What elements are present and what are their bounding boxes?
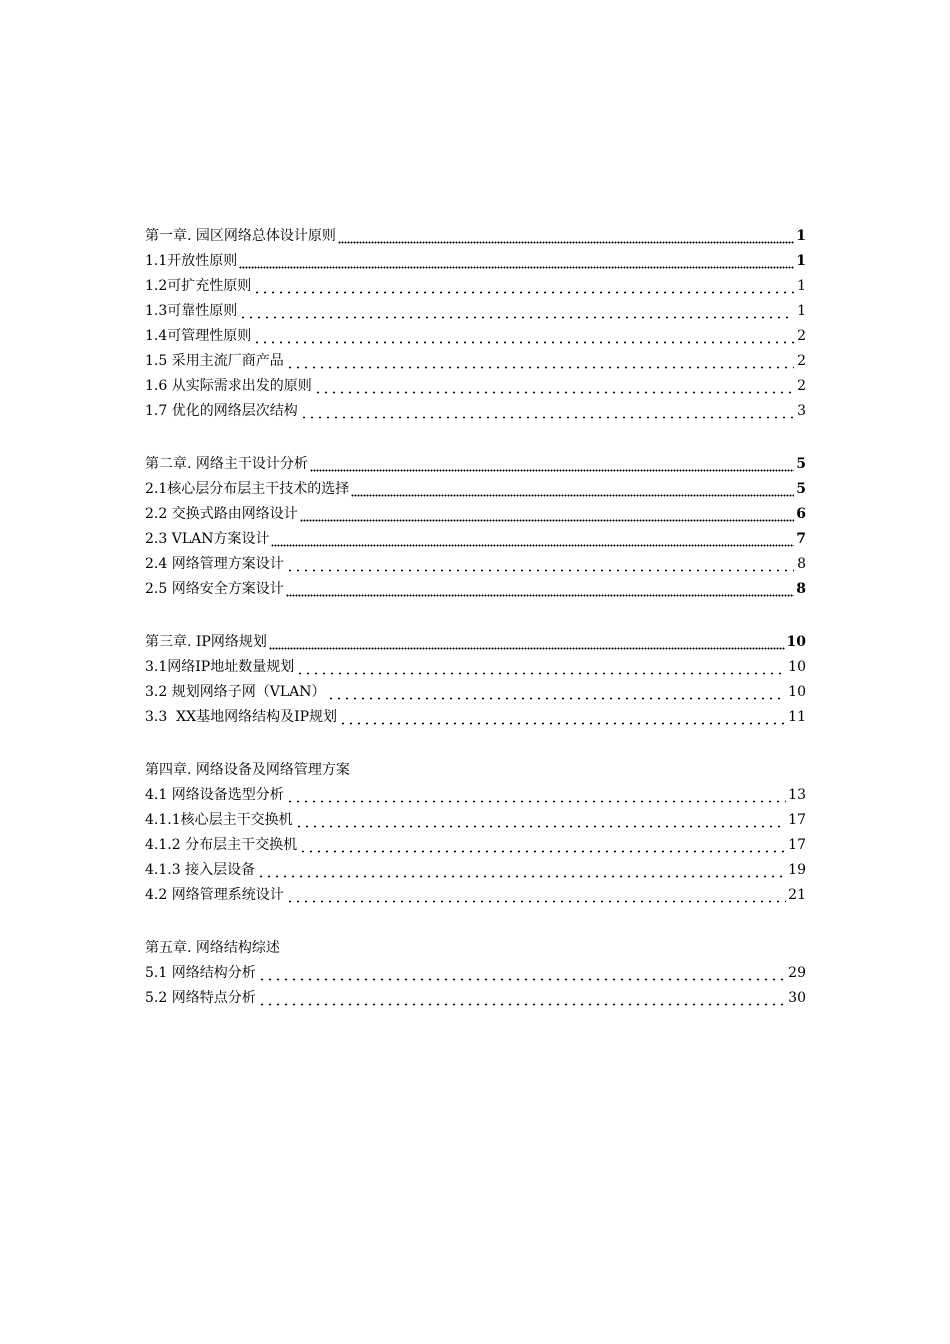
toc-entry-title: 1.3可靠性原则: [145, 303, 238, 319]
toc-entry[interactable]: [145, 808, 806, 833]
toc-entry-title: 第二章. 网络主干设计分析: [145, 456, 308, 472]
toc-entry-title: 2.3 VLAN方案设计: [145, 531, 270, 547]
toc-entry[interactable]: [145, 349, 806, 374]
toc-entry-page-number: 5: [796, 481, 806, 497]
toc-entry-title: 1.6 从实际需求出发的原则: [145, 378, 312, 394]
toc-entry-page-number: 17: [788, 837, 806, 853]
toc-entry[interactable]: [145, 452, 806, 477]
toc-entry[interactable]: [145, 552, 806, 577]
toc-entry[interactable]: [145, 527, 806, 552]
dot-leader: [295, 808, 787, 833]
toc-entry-page-number: 8: [796, 581, 806, 597]
toc-entry-page-number: 19: [788, 862, 806, 878]
dot-leader: [296, 655, 786, 680]
toc-entry-title: 1.5 采用主流厂商产品: [145, 353, 284, 369]
toc-entry[interactable]: [145, 249, 806, 274]
toc-entry-title: 1.2可扩充性原则: [145, 278, 252, 294]
section-gap: [145, 908, 806, 936]
toc-entry-title: 3.3 XX基地网络结构及IP规划: [145, 709, 338, 725]
toc-entry-page-number: 1: [797, 278, 806, 294]
dot-leader: [351, 477, 794, 502]
dot-leader: [300, 399, 794, 424]
section-gap: [145, 424, 806, 452]
toc-entry-page-number: 2: [797, 378, 806, 394]
dot-leader: [339, 705, 786, 730]
toc-entry-page-number: 10: [788, 659, 806, 675]
dot-leader: [314, 374, 794, 399]
toc-entry[interactable]: [145, 758, 806, 783]
toc-entry[interactable]: [145, 858, 806, 883]
toc-entry[interactable]: [145, 986, 806, 1011]
toc-entry-title: 第三章. IP网络规划: [145, 634, 267, 650]
toc-entry-title: 1.7 优化的网络层次结构: [145, 403, 298, 419]
toc-entry-page-number: 6: [796, 506, 806, 522]
dot-leader: [253, 274, 794, 299]
toc-entry-title: 4.1.3 接入层设备: [145, 862, 256, 878]
dot-leader: [310, 452, 794, 477]
dot-leader: [271, 527, 794, 552]
toc-entry-title: 第一章. 园区网络总体设计原则: [145, 228, 336, 244]
toc-entry-title: 3.2 规划网络子网（VLAN）: [145, 684, 326, 700]
toc-entry-page-number: 13: [788, 787, 806, 803]
toc-entry-page-number: 1: [796, 253, 806, 269]
toc-entry-title: 2.2 交换式路由网络设计: [145, 506, 298, 522]
dot-leader: [327, 680, 786, 705]
toc-entry[interactable]: [145, 224, 806, 249]
toc-entry[interactable]: [145, 655, 806, 680]
toc-entry[interactable]: [145, 630, 806, 655]
dot-leader: [269, 630, 785, 655]
dot-leader: [253, 324, 794, 349]
dot-leader: [257, 858, 786, 883]
toc-entry[interactable]: [145, 961, 806, 986]
dot-leader: [258, 961, 786, 986]
toc-entry[interactable]: [145, 299, 806, 324]
toc-entry-title: 第四章. 网络设备及网络管理方案: [145, 762, 350, 778]
toc-entry-title: 3.1网络IP地址数量规划: [145, 659, 295, 675]
toc-entry-title: 2.1核心层分布层主干技术的选择: [145, 481, 350, 497]
toc-entry[interactable]: [145, 274, 806, 299]
toc-entry[interactable]: [145, 883, 806, 908]
dot-leader: [286, 349, 794, 374]
dot-leader: [286, 552, 794, 577]
toc-entry[interactable]: [145, 705, 806, 730]
toc-entry-page-number: 1: [796, 228, 806, 244]
toc-entry-title: 4.2 网络管理系统设计: [145, 887, 284, 903]
dot-leader: [286, 883, 786, 908]
dot-leader: [239, 249, 794, 274]
toc-entry-title: 4.1 网络设备选型分析: [145, 787, 284, 803]
toc-entry-title: 4.1.2 分布层主干交换机: [145, 837, 298, 853]
toc-entry[interactable]: [145, 399, 806, 424]
toc-entry-page-number: 2: [797, 328, 806, 344]
toc-entry-page-number: 30: [788, 990, 806, 1006]
toc-entry-page-number: 10: [786, 634, 806, 650]
toc-entry-page-number: 8: [797, 556, 806, 572]
toc-entry-title: 2.4 网络管理方案设计: [145, 556, 284, 572]
toc-entry-page-number: 2: [797, 353, 806, 369]
dot-leader: [299, 833, 786, 858]
dot-leader: [286, 577, 794, 602]
dot-leader: [300, 502, 794, 527]
toc-entry[interactable]: [145, 374, 806, 399]
toc-entry-title: 2.5 网络安全方案设计: [145, 581, 284, 597]
section-gap: [145, 602, 806, 630]
toc-entry-title: 4.1.1核心层主干交换机: [145, 812, 293, 828]
toc-entry[interactable]: [145, 680, 806, 705]
toc-entry-page-number: 10: [788, 684, 806, 700]
toc-entry[interactable]: [145, 324, 806, 349]
toc-entry-page-number: 3: [797, 403, 806, 419]
toc-entry-title: 1.1开放性原则: [145, 253, 238, 269]
toc-entry[interactable]: [145, 783, 806, 808]
toc-entry-title: 1.4可管理性原则: [145, 328, 252, 344]
toc-entry-page-number: 17: [788, 812, 806, 828]
toc-entry-page-number: 11: [788, 709, 806, 725]
toc-entry-title: 第五章. 网络结构综述: [145, 940, 280, 956]
toc-entry[interactable]: [145, 833, 806, 858]
dot-leader: [286, 783, 786, 808]
toc-entry-title: 5.2 网络特点分析: [145, 990, 256, 1006]
toc-entry[interactable]: [145, 477, 806, 502]
toc-entry-page-number: 7: [796, 531, 806, 547]
toc-entry-page-number: 1: [797, 303, 806, 319]
table-of-contents: [145, 224, 806, 1011]
dot-leader: [258, 986, 786, 1011]
toc-entry-title: 5.1 网络结构分析: [145, 965, 256, 981]
dot-leader: [338, 224, 794, 249]
toc-entry[interactable]: [145, 936, 806, 961]
toc-entry-page-number: 21: [788, 887, 806, 903]
toc-entry-page-number: 5: [796, 456, 806, 472]
toc-entry[interactable]: [145, 502, 806, 527]
dot-leader: [239, 299, 794, 324]
toc-entry-page-number: 29: [788, 965, 806, 981]
toc-entry[interactable]: [145, 577, 806, 602]
section-gap: [145, 730, 806, 758]
